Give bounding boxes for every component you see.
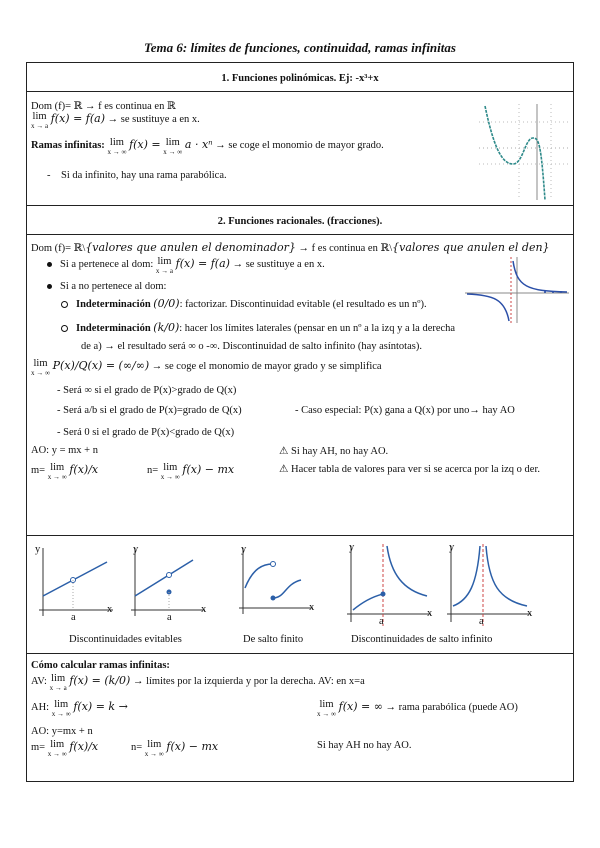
ramas-text: → se coge el monomio de mayor grado. bbox=[215, 140, 384, 151]
lim-word: lim bbox=[157, 256, 172, 267]
lim-sub: x → ∞ bbox=[144, 750, 164, 758]
fig2-a: a bbox=[167, 612, 172, 623]
lim-word: lim bbox=[109, 137, 124, 148]
sec4-n bbox=[131, 740, 218, 758]
fig1-x: x bbox=[107, 604, 113, 615]
rule-1: - Será ∞ si el grado de P(x)>grado de Q(x) bbox=[57, 385, 237, 396]
sec4-ah bbox=[31, 700, 128, 718]
caption-salto-infinito: Discontinuidades de salto infinito bbox=[351, 634, 493, 645]
section2-header: 2. Funciones racionales. (fracciones). bbox=[217, 216, 383, 227]
special-case: - Caso especial: P(x) gana a Q(x) por uno→ hay AO bbox=[295, 405, 515, 416]
circle-bullet-icon bbox=[61, 301, 68, 308]
m-frac: f(x)/x bbox=[69, 463, 99, 476]
lim-sub: x → ∞ bbox=[160, 473, 180, 481]
fig4-a: a bbox=[379, 616, 384, 627]
sec1-dom: Dom (f)= ℝ → f es continua en ℝ bbox=[31, 101, 176, 112]
sec2-frac-lim bbox=[31, 359, 382, 377]
section2-body bbox=[27, 234, 573, 536]
cubic-graph bbox=[479, 104, 571, 200]
fig3-x: x bbox=[309, 602, 315, 613]
fig4-y: y bbox=[349, 542, 355, 553]
section2 bbox=[27, 205, 573, 535]
sec1-rama-note bbox=[47, 170, 227, 181]
lim-sub: x → ∞ bbox=[47, 473, 67, 481]
lim-word: lim bbox=[165, 137, 180, 148]
m-frac: f(x)/x bbox=[69, 740, 99, 753]
m-eq: m= bbox=[31, 742, 46, 753]
m-eq: m= bbox=[31, 465, 46, 476]
caption-salto-finito: De salto finito bbox=[243, 634, 304, 645]
circle-bullet-icon bbox=[61, 325, 68, 332]
lim-word: lim bbox=[163, 462, 178, 473]
lim-math: f(x) = f(a) bbox=[50, 112, 106, 125]
sec4-rama-parabolica bbox=[317, 700, 518, 718]
b1-b: → se sustituye a en x. bbox=[232, 259, 325, 270]
warn-ah: ⚠ Si hay AH, no hay AO. bbox=[279, 446, 389, 457]
rp-text: → rama parabólica (puede AO) bbox=[385, 702, 518, 713]
rule-3: - Será 0 si el grado de P(x)<grado de Q(x) bbox=[57, 427, 235, 438]
frac-lim-math: P(x)/Q(x) = (∞/∞) bbox=[52, 359, 150, 372]
fig1-a: a bbox=[71, 612, 76, 623]
sec4-m bbox=[31, 740, 98, 758]
lim-sub: x → ∞ bbox=[47, 750, 67, 758]
dom-c: → f es continua en ℝ\ bbox=[298, 243, 393, 254]
sec2-bullet1 bbox=[47, 257, 325, 275]
sec4-av bbox=[31, 674, 365, 692]
sec2-dom bbox=[31, 241, 550, 254]
rule-2: - Será a/b si el grado de P(x)=grado de Q(x) bbox=[57, 405, 242, 416]
sec2-ind1 bbox=[61, 297, 427, 310]
lim-word: lim bbox=[50, 462, 65, 473]
b1-math: f(x) = f(a) bbox=[175, 257, 230, 270]
fig-evitable-2 bbox=[127, 544, 207, 622]
n-eq: n= bbox=[147, 465, 159, 476]
lim-sub: x → ∞ bbox=[31, 369, 50, 377]
content-frame bbox=[26, 62, 574, 782]
lim-text: → se sustituye a en x. bbox=[107, 114, 200, 125]
av-b: → límites por la izquierda y por la derecha. AV: en x=a bbox=[132, 676, 365, 687]
fig-salto-infinito-1 bbox=[343, 544, 433, 626]
warn-table: ⚠ Hacer tabla de valores para ver si se acerca por la izq o der. bbox=[279, 464, 540, 475]
lim-sub: x → a bbox=[31, 122, 49, 130]
sec2-n bbox=[147, 463, 234, 481]
av-a: AV: bbox=[31, 676, 47, 687]
ind1-text: : factorizar. Discontinuidad evitable (el resultado es un nº). bbox=[179, 299, 427, 310]
page-title: Tema 6: límites de funciones, continuidad, ramas infinitas bbox=[144, 40, 456, 55]
av-math: f(x) = (k/0) bbox=[69, 674, 131, 687]
sec4-title: Cómo calcular ramas infinitas: bbox=[31, 660, 170, 671]
fig2-y: y bbox=[133, 544, 139, 555]
section1 bbox=[27, 91, 573, 205]
n-math: f(x) − mx bbox=[182, 463, 235, 476]
section4 bbox=[27, 653, 573, 783]
lim-sub: x → ∞ bbox=[317, 710, 336, 718]
fig4-x: x bbox=[427, 608, 433, 619]
fig3-y: y bbox=[241, 544, 247, 555]
ramas-math2: a · xⁿ bbox=[184, 138, 213, 151]
ind2-text: : hacer los límites laterales (pensar en un nº a la izq y a la derecha bbox=[179, 323, 456, 334]
sec1-ramas bbox=[31, 138, 384, 156]
ramas-math1: f(x) = bbox=[129, 138, 161, 151]
fig-salto-finito bbox=[235, 544, 315, 622]
section3-figures bbox=[27, 535, 573, 653]
lim-word: lim bbox=[147, 739, 162, 750]
ind1-frac: (0/0) bbox=[153, 297, 180, 310]
fig-evitable-1 bbox=[35, 544, 115, 622]
ah-a: AH: bbox=[31, 702, 50, 713]
sec2-bullet2 bbox=[47, 281, 166, 292]
dom-a: Dom (f)= ℝ\ bbox=[31, 243, 86, 254]
fig-salto-infinito-2 bbox=[443, 544, 533, 626]
lim-word: lim bbox=[33, 358, 48, 369]
sec2-ind2 bbox=[61, 321, 455, 334]
lim-word: lim bbox=[50, 739, 65, 750]
bullet-icon bbox=[47, 262, 52, 267]
dom-d: {valores que anulen el den} bbox=[392, 241, 550, 254]
fig5-y: y bbox=[449, 542, 455, 553]
n-math: f(x) − mx bbox=[166, 740, 219, 753]
fig2-x: x bbox=[201, 604, 207, 615]
lim-word: lim bbox=[32, 111, 47, 122]
lim-sub: x → ∞ bbox=[163, 148, 183, 156]
b2: Si a no pertenece al dom: bbox=[60, 281, 167, 292]
hyperbola-graph bbox=[465, 257, 569, 323]
fig5-x: x bbox=[527, 608, 533, 619]
ind2-frac: (k/0) bbox=[153, 321, 180, 334]
sec4-note: Si hay AH no hay AO. bbox=[317, 740, 412, 751]
sec2-ind2-cont: de a) → el resultado será ∞ o -∞. Discontinuidad de salto infinito (hay asíntotas). bbox=[81, 341, 422, 352]
lim-sub: x → a bbox=[155, 267, 174, 275]
b1-a: Si a pertenece al dom: bbox=[60, 259, 154, 270]
caption-evitables: Discontinuidades evitables bbox=[69, 634, 182, 645]
rama-note: Si da infinito, hay una rama parabólica. bbox=[61, 170, 227, 181]
dash: - bbox=[47, 170, 51, 181]
ah-math: f(x) = k → bbox=[73, 700, 128, 713]
fig5-a: a bbox=[479, 616, 484, 627]
lim-sub: x → a bbox=[49, 684, 67, 692]
section1-header: 1. Funciones polinómicas. Ej: -x³+x bbox=[221, 73, 379, 84]
lim-sub: x → ∞ bbox=[51, 710, 71, 718]
n-eq: n= bbox=[131, 742, 143, 753]
lim-word: lim bbox=[51, 673, 66, 684]
lim-word: lim bbox=[54, 699, 69, 710]
lim-sub: x → ∞ bbox=[107, 148, 127, 156]
bullet-icon bbox=[47, 284, 52, 289]
sec2-ao: AO: y = mx + n bbox=[31, 445, 98, 456]
sec1-lim-line bbox=[31, 112, 200, 130]
sec2-m bbox=[31, 463, 98, 481]
dom-b: {valores que anulen el denominador} bbox=[85, 241, 296, 254]
rp-math: f(x) = ∞ bbox=[338, 700, 383, 713]
ind1-label: Indeterminación bbox=[76, 299, 151, 310]
ramas-label: Ramas infinitas: bbox=[31, 140, 105, 151]
lim-word: lim bbox=[319, 699, 334, 710]
fig1-y: y bbox=[35, 544, 41, 555]
ind2-label: Indeterminación bbox=[76, 323, 151, 334]
frac-lim-text: → se coge el monomio de mayor grado y se simplifica bbox=[151, 361, 382, 372]
sec4-ao: AO: y=mx + n bbox=[31, 726, 93, 737]
